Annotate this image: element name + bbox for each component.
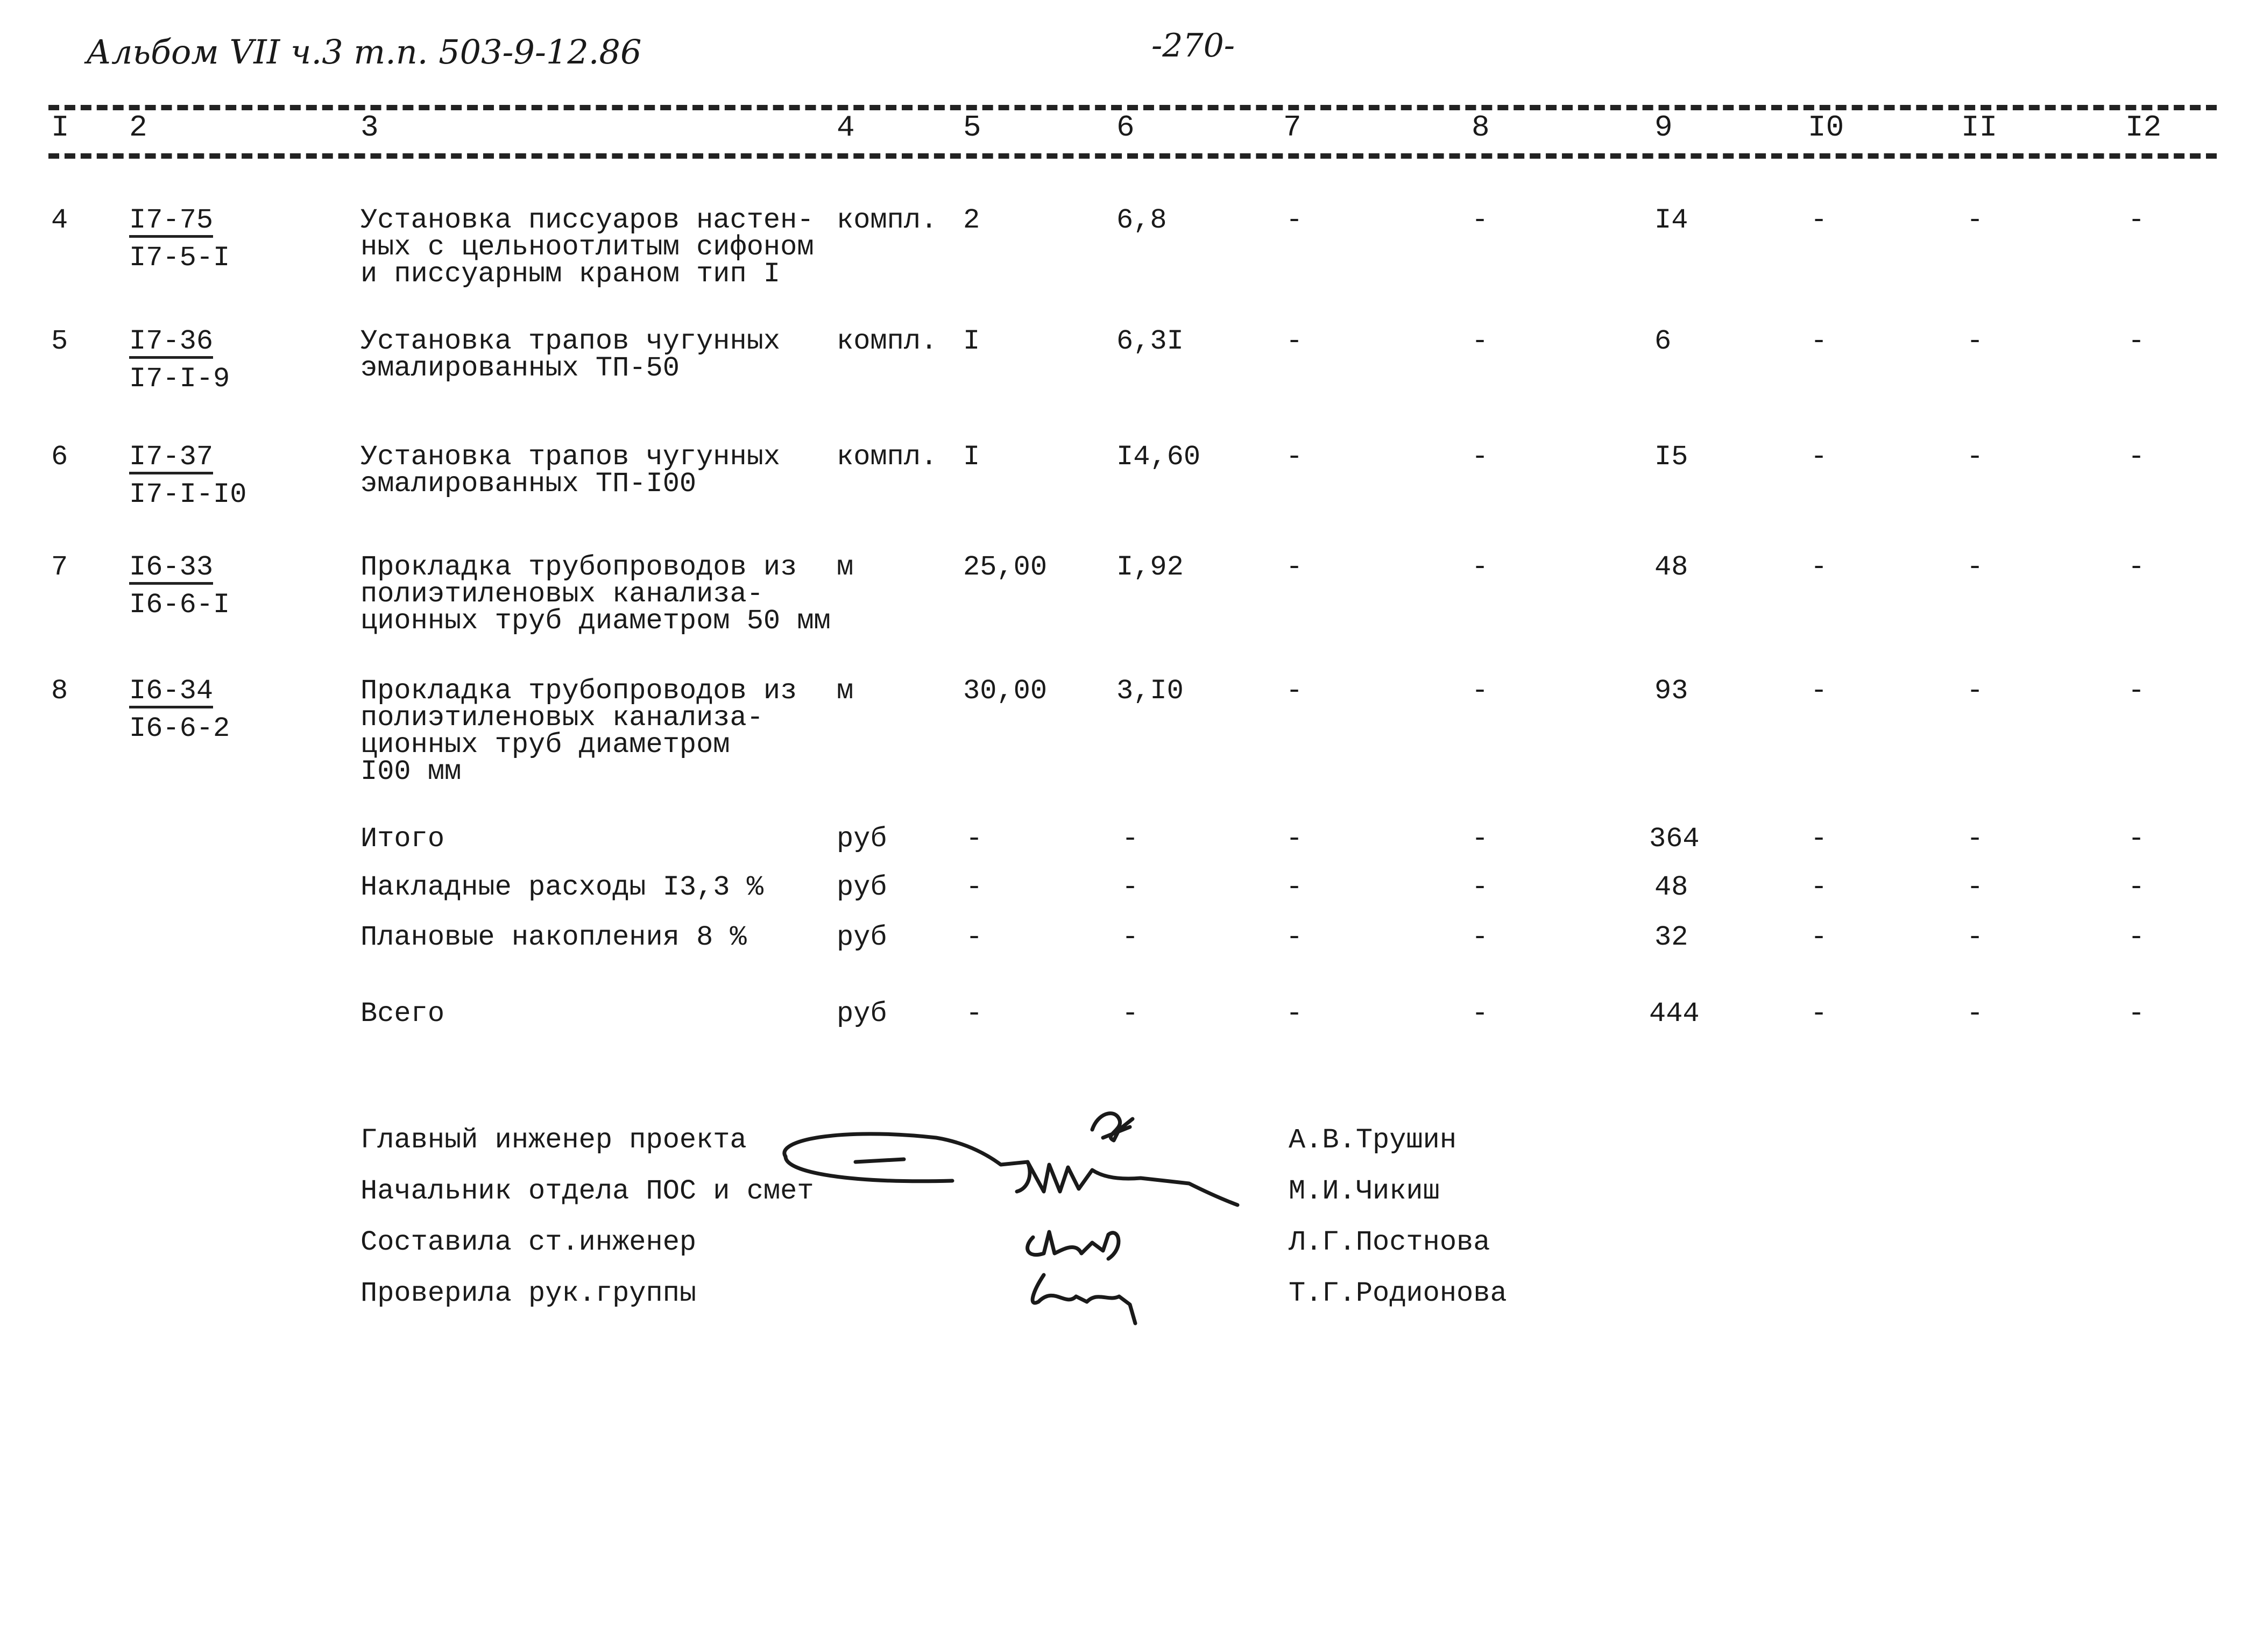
work-description: эмалированных ТП-I00 [360,468,697,500]
signatory-name: Л.Г.Постнова [1289,1226,1490,1258]
col11: - [1967,551,1984,583]
col8: - [1472,441,1489,473]
signatory-role: Проверила рук.группы [360,1278,697,1309]
unit: компл. [837,441,938,473]
col8: - [1472,204,1489,236]
work-description: ционных труб диаметром [360,729,730,761]
col7: - [1286,921,1303,953]
col9: I5 [1654,441,1688,473]
col12: - [2128,204,2145,236]
col12: - [2128,921,2145,953]
norm-code-top: I7-75 [129,207,213,238]
col5: 25,00 [963,551,1048,583]
work-description: ционных труб диаметром 50 мм [360,605,831,637]
unit: руб [837,998,887,1030]
row-number: 4 [51,204,68,236]
col11: - [1967,921,1984,953]
col8: - [1472,823,1489,855]
col9: 48 [1654,551,1688,583]
signatory-role: Начальник отдела ПОС и смет [360,1175,814,1207]
col5: - [966,871,983,903]
col10: - [1811,325,1828,357]
work-description: Прокладка трубопроводов из [360,551,797,583]
unit: компл. [837,204,938,236]
unit: руб [837,823,887,855]
col11: - [1967,204,1984,236]
col8: - [1472,325,1489,357]
summary-label: Итого [360,823,445,855]
col5: - [966,998,983,1030]
col6: - [1122,823,1139,855]
col5: 30,00 [963,675,1048,707]
row-number: 5 [51,325,68,357]
page-number: -270- [1151,27,1235,65]
summary-label: Плановые накопления 8 % [360,921,747,953]
col6: - [1122,871,1139,903]
col9: 48 [1654,871,1688,903]
handwritten-signatures [775,1097,1259,1345]
col7: - [1286,823,1303,855]
col11: - [1967,823,1984,855]
signatory-name: М.И.Чикиш [1289,1175,1440,1207]
norm-code-top: I7-37 [129,444,213,474]
col10: - [1811,823,1828,855]
header-rule-bottom [48,153,2217,159]
col7: - [1286,998,1303,1030]
col11: - [1967,325,1984,357]
work-description: Установка трапов чугунных [360,325,781,357]
col7: - [1286,204,1303,236]
col12: - [2128,871,2145,903]
col10: - [1811,204,1828,236]
signatory-role: Составила ст.инженер [360,1226,697,1258]
col10: - [1811,441,1828,473]
work-description: ных с цельноотлитым сифоном [360,231,814,263]
col7: - [1286,441,1303,473]
norm-code-top: I7-36 [129,328,213,359]
col6: I4,60 [1116,441,1201,473]
col7: - [1286,675,1303,707]
col9: 93 [1654,675,1688,707]
col8: - [1472,921,1489,953]
col10: - [1811,675,1828,707]
work-description: Установка трапов чугунных [360,441,781,473]
work-description: полиэтиленовых канализа- [360,702,763,734]
col6: 3,I0 [1116,675,1184,707]
column-header: I2 [2125,110,2162,145]
row-number: 6 [51,441,68,473]
norm-code-bottom: I6-6-2 [129,713,230,745]
col9: I4 [1654,204,1688,236]
row-number: 8 [51,675,68,707]
signatory-name: Т.Г.Родионова [1289,1278,1507,1309]
col9: 364 [1649,823,1700,855]
unit: м [837,551,854,583]
unit: руб [837,921,887,953]
summary-label: Накладные расходы I3,3 % [360,871,763,903]
work-description: и писсуарным краном тип I [360,258,781,290]
col6: 6,8 [1116,204,1167,236]
col5: I [963,325,980,357]
unit: руб [837,871,887,903]
norm-code-bottom: I7-I-I0 [129,479,247,511]
col6: - [1122,998,1139,1030]
col11: - [1967,675,1984,707]
col6: - [1122,921,1139,953]
col7: - [1286,551,1303,583]
signatory-role: Главный инженер проекта [360,1124,747,1156]
column-header: 6 [1116,110,1135,145]
work-description: I00 мм [360,756,462,788]
col8: - [1472,998,1489,1030]
col6: 6,3I [1116,325,1184,357]
norm-code-top: I6-34 [129,678,213,708]
column-header: 5 [963,110,981,145]
col11: - [1967,998,1984,1030]
col12: - [2128,551,2145,583]
norm-code-bottom: I7-5-I [129,242,230,274]
col5: I [963,441,980,473]
work-description: эмалированных ТП-50 [360,352,680,384]
summary-label: Всего [360,998,445,1030]
col8: - [1472,675,1489,707]
col10: - [1811,871,1828,903]
col10: - [1811,998,1828,1030]
column-header: I [51,110,69,145]
norm-code-bottom: I6-6-I [129,589,230,621]
column-header: 7 [1283,110,1302,145]
col12: - [2128,823,2145,855]
col6: I,92 [1116,551,1184,583]
col5: 2 [963,204,980,236]
norm-code-bottom: I7-I-9 [129,363,230,395]
col7: - [1286,871,1303,903]
col9: 32 [1654,921,1688,953]
work-description: Установка писсуаров настен- [360,204,814,236]
col10: - [1811,551,1828,583]
column-header: 2 [129,110,147,145]
col10: - [1811,921,1828,953]
column-header: I0 [1808,110,1844,145]
col5: - [966,823,983,855]
col11: - [1967,441,1984,473]
unit: компл. [837,325,938,357]
col12: - [2128,675,2145,707]
work-description: Прокладка трубопроводов из [360,675,797,707]
col9: 6 [1654,325,1672,357]
norm-code-top: I6-33 [129,554,213,585]
col8: - [1472,551,1489,583]
col12: - [2128,441,2145,473]
work-description: полиэтиленовых канализа- [360,578,763,610]
column-header: II [1961,110,1998,145]
col12: - [2128,998,2145,1030]
column-header: 3 [360,110,379,145]
header-rule-top [48,105,2217,110]
col8: - [1472,871,1489,903]
signatory-name: А.В.Трушин [1289,1124,1457,1156]
col5: - [966,921,983,953]
col11: - [1967,871,1984,903]
column-header: 4 [837,110,855,145]
unit: м [837,675,854,707]
col7: - [1286,325,1303,357]
column-header: 8 [1472,110,1490,145]
col12: - [2128,325,2145,357]
album-reference: Альбом VII ч.3 т.п. 503-9-12.86 [86,32,642,72]
column-header: 9 [1654,110,1673,145]
col9: 444 [1649,998,1700,1030]
row-number: 7 [51,551,68,583]
